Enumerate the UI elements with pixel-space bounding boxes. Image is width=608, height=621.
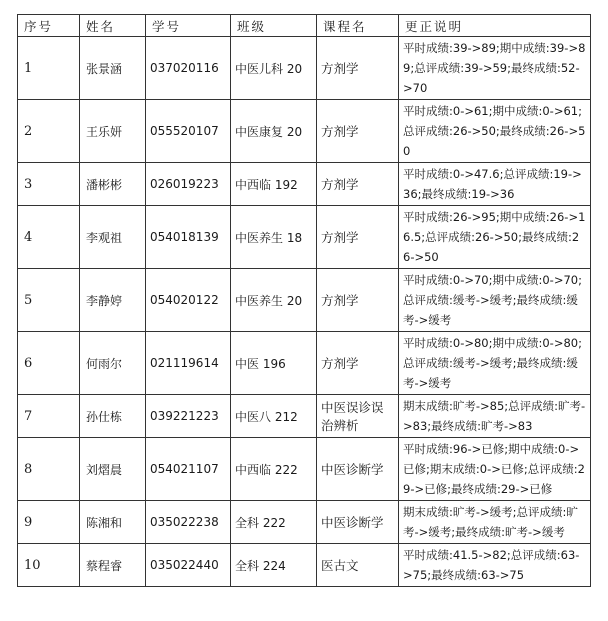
course-name: 中医诊断学 [317,501,399,544]
header-name: 姓名 [80,15,146,37]
student-id: 055520107 [146,100,231,163]
student-id: 054021107 [146,438,231,501]
correction-note: 平时成绩:96->已修;期中成绩:0->已修;期末成绩:0->已修;总评成绩:29->已修;最终成绩:29->已修 [399,438,591,501]
student-id: 054020122 [146,269,231,332]
row-index: 8 [18,438,80,501]
student-id: 035022440 [146,544,231,587]
student-name: 蔡程睿 [80,544,146,587]
course-name: 中医误诊误治辨析 [317,395,399,438]
student-name: 刘熠晨 [80,438,146,501]
row-index: 6 [18,332,80,395]
row-index: 7 [18,395,80,438]
correction-note: 平时成绩:0->61;期中成绩:0->61;总评成绩:26->50;最终成绩:26->50 [399,100,591,163]
table-row [18,395,591,438]
course-name: 方剂学 [317,100,399,163]
student-name: 潘彬彬 [80,163,146,206]
table-row [18,163,591,206]
course-name: 医古文 [317,544,399,587]
table-row [18,501,591,544]
correction-note: 平时成绩:0->80;期中成绩:0->80;总评成绩:缓考->缓考;最终成绩:缓考->缓考 [399,332,591,395]
course-name: 方剂学 [317,37,399,100]
class-name: 中医康复 20 [231,100,317,163]
correction-note: 平时成绩:41.5->82;总评成绩:63->75;最终成绩:63->75 [399,544,591,587]
header-student-id: 学号 [146,15,231,37]
class-name: 中西临 222 [231,438,317,501]
row-index: 3 [18,163,80,206]
table-header-row [18,15,591,37]
row-index: 2 [18,100,80,163]
table-row [18,269,591,332]
grade-correction-table [17,14,591,587]
correction-note: 期末成绩:旷考->85;总评成绩:旷考->83;最终成绩:旷考->83 [399,395,591,438]
student-name: 李观祖 [80,206,146,269]
student-name: 李静婷 [80,269,146,332]
class-name: 全科 224 [231,544,317,587]
student-id: 021119614 [146,332,231,395]
table-row [18,206,591,269]
row-index: 4 [18,206,80,269]
table-row [18,100,591,163]
correction-note: 平时成绩:0->47.6;总评成绩:19->36;最终成绩:19->36 [399,163,591,206]
student-id: 037020116 [146,37,231,100]
class-name: 中西临 192 [231,163,317,206]
correction-note: 平时成绩:26->95;期中成绩:26->16.5;总评成绩:26->50;最终成绩:26->50 [399,206,591,269]
header-course: 课程名 [317,15,399,37]
course-name: 中医诊断学 [317,438,399,501]
class-name: 全科 222 [231,501,317,544]
table-row [18,438,591,501]
correction-note: 期末成绩:旷考->缓考;总评成绩:旷考->缓考;最终成绩:旷考->缓考 [399,501,591,544]
correction-note: 平时成绩:39->89;期中成绩:39->89;总评成绩:39->59;最终成绩:52->70 [399,37,591,100]
student-name: 何雨尔 [80,332,146,395]
header-class: 班级 [231,15,317,37]
table-row [18,37,591,100]
table-row [18,332,591,395]
student-name: 张景涵 [80,37,146,100]
class-name: 中医养生 20 [231,269,317,332]
student-name: 孙仕栋 [80,395,146,438]
class-name: 中医八 212 [231,395,317,438]
student-id: 026019223 [146,163,231,206]
correction-note: 平时成绩:0->70;期中成绩:0->70;总评成绩:缓考->缓考;最终成绩:缓考->缓考 [399,269,591,332]
table-row [18,544,591,587]
course-name: 方剂学 [317,206,399,269]
student-id: 035022238 [146,501,231,544]
header-index: 序号 [18,15,80,37]
course-name: 方剂学 [317,269,399,332]
student-id: 054018139 [146,206,231,269]
student-name: 王乐妍 [80,100,146,163]
student-id: 039221223 [146,395,231,438]
course-name: 方剂学 [317,163,399,206]
header-correction-note: 更正说明 [399,15,591,37]
row-index: 1 [18,37,80,100]
student-name: 陈湘和 [80,501,146,544]
course-name: 方剂学 [317,332,399,395]
class-name: 中医养生 18 [231,206,317,269]
row-index: 10 [18,544,80,587]
class-name: 中医 196 [231,332,317,395]
row-index: 5 [18,269,80,332]
class-name: 中医儿科 20 [231,37,317,100]
row-index: 9 [18,501,80,544]
